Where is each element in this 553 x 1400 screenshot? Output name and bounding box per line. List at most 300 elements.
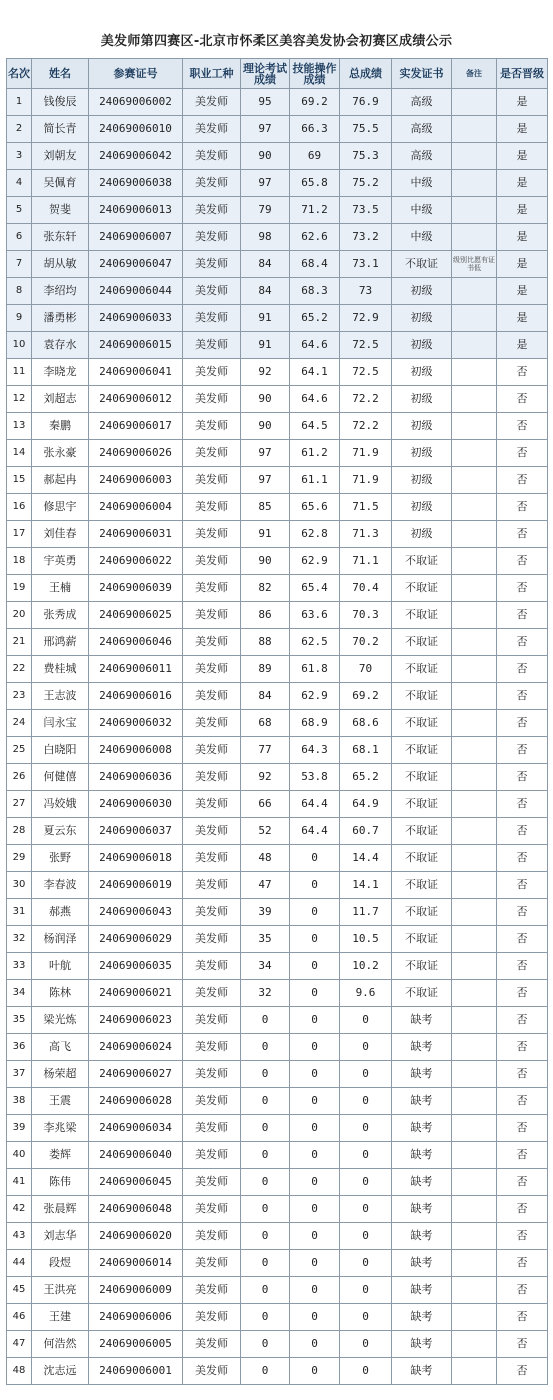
cell-remarks: [452, 1277, 497, 1304]
cell-remarks: [452, 170, 497, 197]
cell-total-score: 69.2: [340, 683, 392, 710]
cell-theory-score: 0: [241, 1304, 290, 1331]
cell-entry-id: 24069006036: [89, 764, 183, 791]
cell-skill-score: 65.6: [290, 494, 340, 521]
cell-name: 吴佩育: [32, 170, 89, 197]
cell-certificate: 缺考: [392, 1115, 452, 1142]
cell-skill-score: 0: [290, 1277, 340, 1304]
cell-theory-score: 84: [241, 683, 290, 710]
cell-certificate: 不取证: [392, 737, 452, 764]
cell-remarks: [452, 1169, 497, 1196]
cell-skill-score: 0: [290, 1196, 340, 1223]
table-row: [7, 116, 548, 143]
cell-total-score: 71.1: [340, 548, 392, 575]
cell-total-score: 73.5: [340, 197, 392, 224]
cell-rank: 28: [7, 818, 32, 845]
cell-occupation: 美发师: [183, 1277, 241, 1304]
cell-skill-score: 0: [290, 1142, 340, 1169]
cell-name: 刘佳春: [32, 521, 89, 548]
table-row: [7, 710, 548, 737]
cell-entry-id: 24069006032: [89, 710, 183, 737]
cell-remarks: [452, 143, 497, 170]
cell-name: 郝燕: [32, 899, 89, 926]
cell-entry-id: 24069006007: [89, 224, 183, 251]
cell-total-score: 75.3: [340, 143, 392, 170]
cell-entry-id: 24069006042: [89, 143, 183, 170]
table-row: [7, 872, 548, 899]
cell-theory-score: 89: [241, 656, 290, 683]
cell-theory-score: 66: [241, 791, 290, 818]
cell-skill-score: 62.8: [290, 521, 340, 548]
cell-certificate: 初级: [392, 413, 452, 440]
cell-advance: 否: [497, 629, 548, 656]
cell-entry-id: 24069006030: [89, 791, 183, 818]
table-row: [7, 548, 548, 575]
cell-skill-score: 69: [290, 143, 340, 170]
cell-total-score: 9.6: [340, 980, 392, 1007]
cell-skill-score: 62.9: [290, 683, 340, 710]
cell-certificate: 缺考: [392, 1034, 452, 1061]
cell-total-score: 73: [340, 278, 392, 305]
cell-occupation: 美发师: [183, 710, 241, 737]
cell-occupation: 美发师: [183, 89, 241, 116]
cell-skill-score: 61.2: [290, 440, 340, 467]
cell-skill-score: 64.6: [290, 332, 340, 359]
cell-total-score: 0: [340, 1277, 392, 1304]
cell-skill-score: 65.4: [290, 575, 340, 602]
table-row: [7, 89, 548, 116]
cell-skill-score: 66.3: [290, 116, 340, 143]
cell-entry-id: 24069006022: [89, 548, 183, 575]
cell-remarks: [452, 359, 497, 386]
cell-occupation: 美发师: [183, 629, 241, 656]
cell-total-score: 0: [340, 1115, 392, 1142]
cell-entry-id: 24069006043: [89, 899, 183, 926]
cell-name: 娄辉: [32, 1142, 89, 1169]
table-row: [7, 1115, 548, 1142]
cell-name: 秦鹏: [32, 413, 89, 440]
cell-certificate: 初级: [392, 359, 452, 386]
cell-entry-id: 24069006045: [89, 1169, 183, 1196]
cell-name: 王洪亮: [32, 1277, 89, 1304]
page-title: 美发师第四赛区-北京市怀柔区美容美发协会初赛区成绩公示: [100, 34, 453, 49]
cell-remarks: [452, 845, 497, 872]
cell-rank: 39: [7, 1115, 32, 1142]
table-row: [7, 656, 548, 683]
cell-occupation: 美发师: [183, 521, 241, 548]
cell-skill-score: 61.1: [290, 467, 340, 494]
cell-advance: 否: [497, 386, 548, 413]
cell-theory-score: 0: [241, 1007, 290, 1034]
cell-certificate: 中级: [392, 170, 452, 197]
table-row: [7, 737, 548, 764]
cell-theory-score: 0: [241, 1034, 290, 1061]
cell-entry-id: 24069006026: [89, 440, 183, 467]
cell-total-score: 75.2: [340, 170, 392, 197]
cell-name: 修思宇: [32, 494, 89, 521]
cell-theory-score: 90: [241, 386, 290, 413]
cell-advance: 否: [497, 548, 548, 575]
cell-remarks: [452, 1142, 497, 1169]
cell-occupation: 美发师: [183, 980, 241, 1007]
cell-name: 王楠: [32, 575, 89, 602]
cell-theory-score: 90: [241, 548, 290, 575]
cell-entry-id: 24069006019: [89, 872, 183, 899]
cell-name: 张秀成: [32, 602, 89, 629]
cell-occupation: 美发师: [183, 1088, 241, 1115]
cell-total-score: 73.2: [340, 224, 392, 251]
cell-rank: 47: [7, 1331, 32, 1358]
cell-remarks: [452, 1331, 497, 1358]
cell-total-score: 0: [340, 1223, 392, 1250]
cell-remarks: [452, 1250, 497, 1277]
cell-advance: 否: [497, 1115, 548, 1142]
cell-name: 冯姣娥: [32, 791, 89, 818]
cell-rank: 25: [7, 737, 32, 764]
cell-entry-id: 24069006038: [89, 170, 183, 197]
cell-rank: 12: [7, 386, 32, 413]
cell-certificate: 缺考: [392, 1088, 452, 1115]
cell-rank: 24: [7, 710, 32, 737]
cell-theory-score: 0: [241, 1061, 290, 1088]
cell-skill-score: 0: [290, 1304, 340, 1331]
cell-theory-score: 52: [241, 818, 290, 845]
cell-advance: 否: [497, 683, 548, 710]
cell-advance: 否: [497, 1358, 548, 1385]
cell-total-score: 65.2: [340, 764, 392, 791]
cell-certificate: 不取证: [392, 548, 452, 575]
cell-theory-score: 68: [241, 710, 290, 737]
cell-certificate: 初级: [392, 494, 452, 521]
cell-rank: 43: [7, 1223, 32, 1250]
table-row: [7, 332, 548, 359]
table-row: [7, 683, 548, 710]
cell-advance: 否: [497, 656, 548, 683]
cell-certificate: 高级: [392, 89, 452, 116]
cell-advance: 否: [497, 818, 548, 845]
cell-advance: 否: [497, 1304, 548, 1331]
cell-rank: 10: [7, 332, 32, 359]
cell-theory-score: 0: [241, 1358, 290, 1385]
cell-occupation: 美发师: [183, 872, 241, 899]
cell-skill-score: 53.8: [290, 764, 340, 791]
cell-name: 贺斐: [32, 197, 89, 224]
cell-total-score: 0: [340, 1169, 392, 1196]
cell-certificate: 不取证: [392, 683, 452, 710]
cell-total-score: 0: [340, 1034, 392, 1061]
cell-rank: 9: [7, 305, 32, 332]
cell-skill-score: 0: [290, 1250, 340, 1277]
cell-theory-score: 84: [241, 278, 290, 305]
cell-remarks: [452, 440, 497, 467]
cell-rank: 32: [7, 926, 32, 953]
table-row: [7, 953, 548, 980]
cell-advance: 是: [497, 143, 548, 170]
cell-theory-score: 98: [241, 224, 290, 251]
cell-theory-score: 90: [241, 143, 290, 170]
cell-theory-score: 0: [241, 1115, 290, 1142]
cell-certificate: 缺考: [392, 1007, 452, 1034]
header-theory-score: 理论考试成绩: [241, 59, 290, 89]
cell-theory-score: 0: [241, 1331, 290, 1358]
cell-name: 张永豪: [32, 440, 89, 467]
table-row: [7, 575, 548, 602]
cell-advance: 是: [497, 251, 548, 278]
cell-name: 李绍均: [32, 278, 89, 305]
cell-advance: 否: [497, 845, 548, 872]
cell-remarks: [452, 1358, 497, 1385]
cell-theory-score: 82: [241, 575, 290, 602]
header-name: 姓名: [32, 59, 89, 89]
cell-name: 简长青: [32, 116, 89, 143]
cell-rank: 5: [7, 197, 32, 224]
cell-theory-score: 0: [241, 1196, 290, 1223]
cell-name: 何浩然: [32, 1331, 89, 1358]
cell-rank: 1: [7, 89, 32, 116]
header-total-score: 总成绩: [340, 59, 392, 89]
cell-certificate: 中级: [392, 224, 452, 251]
cell-certificate: 初级: [392, 278, 452, 305]
cell-rank: 3: [7, 143, 32, 170]
cell-rank: 15: [7, 467, 32, 494]
cell-remarks: [452, 521, 497, 548]
table-row: [7, 1277, 548, 1304]
cell-entry-id: 24069006048: [89, 1196, 183, 1223]
cell-name: 郝起冉: [32, 467, 89, 494]
cell-total-score: 75.5: [340, 116, 392, 143]
cell-entry-id: 24069006017: [89, 413, 183, 440]
cell-advance: 否: [497, 953, 548, 980]
cell-remarks: [452, 89, 497, 116]
cell-remarks: [452, 926, 497, 953]
cell-entry-id: 24069006027: [89, 1061, 183, 1088]
cell-theory-score: 79: [241, 197, 290, 224]
cell-certificate: 中级: [392, 197, 452, 224]
table-row: [7, 494, 548, 521]
cell-entry-id: 24069006012: [89, 386, 183, 413]
table-row: [7, 899, 548, 926]
cell-entry-id: 24069006035: [89, 953, 183, 980]
cell-remarks: [452, 899, 497, 926]
cell-entry-id: 24069006008: [89, 737, 183, 764]
cell-theory-score: 91: [241, 332, 290, 359]
cell-theory-score: 84: [241, 251, 290, 278]
cell-remarks: [452, 197, 497, 224]
cell-name: 陈林: [32, 980, 89, 1007]
cell-rank: 42: [7, 1196, 32, 1223]
cell-remarks: [452, 1115, 497, 1142]
cell-theory-score: 0: [241, 1169, 290, 1196]
cell-theory-score: 97: [241, 170, 290, 197]
cell-rank: 38: [7, 1088, 32, 1115]
cell-certificate: 不取证: [392, 764, 452, 791]
cell-total-score: 0: [340, 1061, 392, 1088]
cell-theory-score: 0: [241, 1250, 290, 1277]
cell-advance: 否: [497, 980, 548, 1007]
header-rank: 名次: [7, 59, 32, 89]
table-row: [7, 413, 548, 440]
cell-total-score: 0: [340, 1358, 392, 1385]
cell-rank: 21: [7, 629, 32, 656]
cell-advance: 否: [497, 926, 548, 953]
cell-occupation: 美发师: [183, 305, 241, 332]
table-row: [7, 1088, 548, 1115]
table-row: [7, 926, 548, 953]
cell-skill-score: 0: [290, 1034, 340, 1061]
cell-theory-score: 97: [241, 116, 290, 143]
cell-rank: 19: [7, 575, 32, 602]
cell-rank: 36: [7, 1034, 32, 1061]
cell-entry-id: 24069006013: [89, 197, 183, 224]
header-occupation: 职业工种: [183, 59, 241, 89]
cell-remarks: [452, 413, 497, 440]
cell-skill-score: 62.9: [290, 548, 340, 575]
cell-name: 刘超志: [32, 386, 89, 413]
cell-certificate: 初级: [392, 386, 452, 413]
cell-advance: 否: [497, 494, 548, 521]
cell-remarks: [452, 1304, 497, 1331]
cell-entry-id: 24069006028: [89, 1088, 183, 1115]
cell-certificate: 不取证: [392, 602, 452, 629]
cell-remarks: [452, 1061, 497, 1088]
cell-occupation: 美发师: [183, 332, 241, 359]
cell-occupation: 美发师: [183, 467, 241, 494]
table-row: [7, 467, 548, 494]
cell-total-score: 0: [340, 1250, 392, 1277]
cell-remarks: [452, 1196, 497, 1223]
cell-entry-id: 24069006037: [89, 818, 183, 845]
table-row: [7, 305, 548, 332]
cell-name: 梁光炼: [32, 1007, 89, 1034]
cell-occupation: 美发师: [183, 143, 241, 170]
cell-occupation: 美发师: [183, 494, 241, 521]
cell-skill-score: 0: [290, 1223, 340, 1250]
cell-rank: 14: [7, 440, 32, 467]
cell-rank: 11: [7, 359, 32, 386]
cell-total-score: 14.4: [340, 845, 392, 872]
cell-theory-score: 92: [241, 764, 290, 791]
cell-advance: 否: [497, 1169, 548, 1196]
cell-advance: 否: [497, 1034, 548, 1061]
cell-certificate: 不取证: [392, 251, 452, 278]
cell-occupation: 美发师: [183, 197, 241, 224]
cell-name: 李兆梁: [32, 1115, 89, 1142]
cell-name: 杨荣超: [32, 1061, 89, 1088]
cell-rank: 18: [7, 548, 32, 575]
cell-rank: 45: [7, 1277, 32, 1304]
cell-name: 王建: [32, 1304, 89, 1331]
cell-theory-score: 91: [241, 305, 290, 332]
cell-entry-id: 24069006003: [89, 467, 183, 494]
cell-certificate: 不取证: [392, 710, 452, 737]
cell-theory-score: 92: [241, 359, 290, 386]
cell-name: 叶航: [32, 953, 89, 980]
cell-theory-score: 34: [241, 953, 290, 980]
cell-total-score: 71.5: [340, 494, 392, 521]
table-row: [7, 359, 548, 386]
cell-rank: 48: [7, 1358, 32, 1385]
cell-entry-id: 24069006016: [89, 683, 183, 710]
table-row: [7, 1358, 548, 1385]
table-row: [7, 845, 548, 872]
cell-entry-id: 24069006024: [89, 1034, 183, 1061]
cell-occupation: 美发师: [183, 386, 241, 413]
cell-entry-id: 24069006015: [89, 332, 183, 359]
cell-certificate: 缺考: [392, 1331, 452, 1358]
cell-total-score: 68.6: [340, 710, 392, 737]
cell-remarks: [452, 602, 497, 629]
cell-skill-score: 68.4: [290, 251, 340, 278]
cell-skill-score: 0: [290, 1007, 340, 1034]
cell-certificate: 不取证: [392, 656, 452, 683]
cell-entry-id: 24069006021: [89, 980, 183, 1007]
cell-remarks: [452, 116, 497, 143]
cell-occupation: 美发师: [183, 359, 241, 386]
cell-skill-score: 0: [290, 953, 340, 980]
cell-rank: 2: [7, 116, 32, 143]
table-row: [7, 980, 548, 1007]
cell-occupation: 美发师: [183, 899, 241, 926]
cell-theory-score: 77: [241, 737, 290, 764]
cell-certificate: 不取证: [392, 575, 452, 602]
cell-advance: 否: [497, 1250, 548, 1277]
cell-remarks: [452, 467, 497, 494]
cell-theory-score: 0: [241, 1142, 290, 1169]
header-entry-id: 参赛证号: [89, 59, 183, 89]
cell-entry-id: 24069006010: [89, 116, 183, 143]
cell-remarks: [452, 1007, 497, 1034]
cell-remarks: [452, 278, 497, 305]
header-certificate: 实发证书: [392, 59, 452, 89]
cell-skill-score: 64.6: [290, 386, 340, 413]
cell-occupation: 美发师: [183, 1169, 241, 1196]
cell-occupation: 美发师: [183, 413, 241, 440]
cell-remarks: [452, 629, 497, 656]
cell-total-score: 64.9: [340, 791, 392, 818]
cell-total-score: 0: [340, 1142, 392, 1169]
cell-advance: 否: [497, 764, 548, 791]
cell-name: 李晓龙: [32, 359, 89, 386]
cell-theory-score: 97: [241, 440, 290, 467]
table-row: [7, 386, 548, 413]
cell-remarks: [452, 737, 497, 764]
header-skill-score: 技能操作成绩: [290, 59, 340, 89]
cell-remarks: [452, 1034, 497, 1061]
table-row: [7, 1250, 548, 1277]
table-row: [7, 278, 548, 305]
cell-advance: 否: [497, 1223, 548, 1250]
table-row: [7, 1142, 548, 1169]
cell-total-score: 70.3: [340, 602, 392, 629]
cell-occupation: 美发师: [183, 764, 241, 791]
cell-remarks: [452, 980, 497, 1007]
cell-certificate: 初级: [392, 305, 452, 332]
cell-remarks: [452, 818, 497, 845]
cell-rank: 34: [7, 980, 32, 1007]
table-row: [7, 521, 548, 548]
cell-advance: 否: [497, 602, 548, 629]
cell-total-score: 11.7: [340, 899, 392, 926]
cell-total-score: 0: [340, 1088, 392, 1115]
table-row: [7, 791, 548, 818]
cell-total-score: 60.7: [340, 818, 392, 845]
cell-total-score: 70.4: [340, 575, 392, 602]
table-row: [7, 224, 548, 251]
cell-advance: 否: [497, 737, 548, 764]
cell-certificate: 不取证: [392, 926, 452, 953]
cell-skill-score: 62.5: [290, 629, 340, 656]
cell-entry-id: 24069006002: [89, 89, 183, 116]
